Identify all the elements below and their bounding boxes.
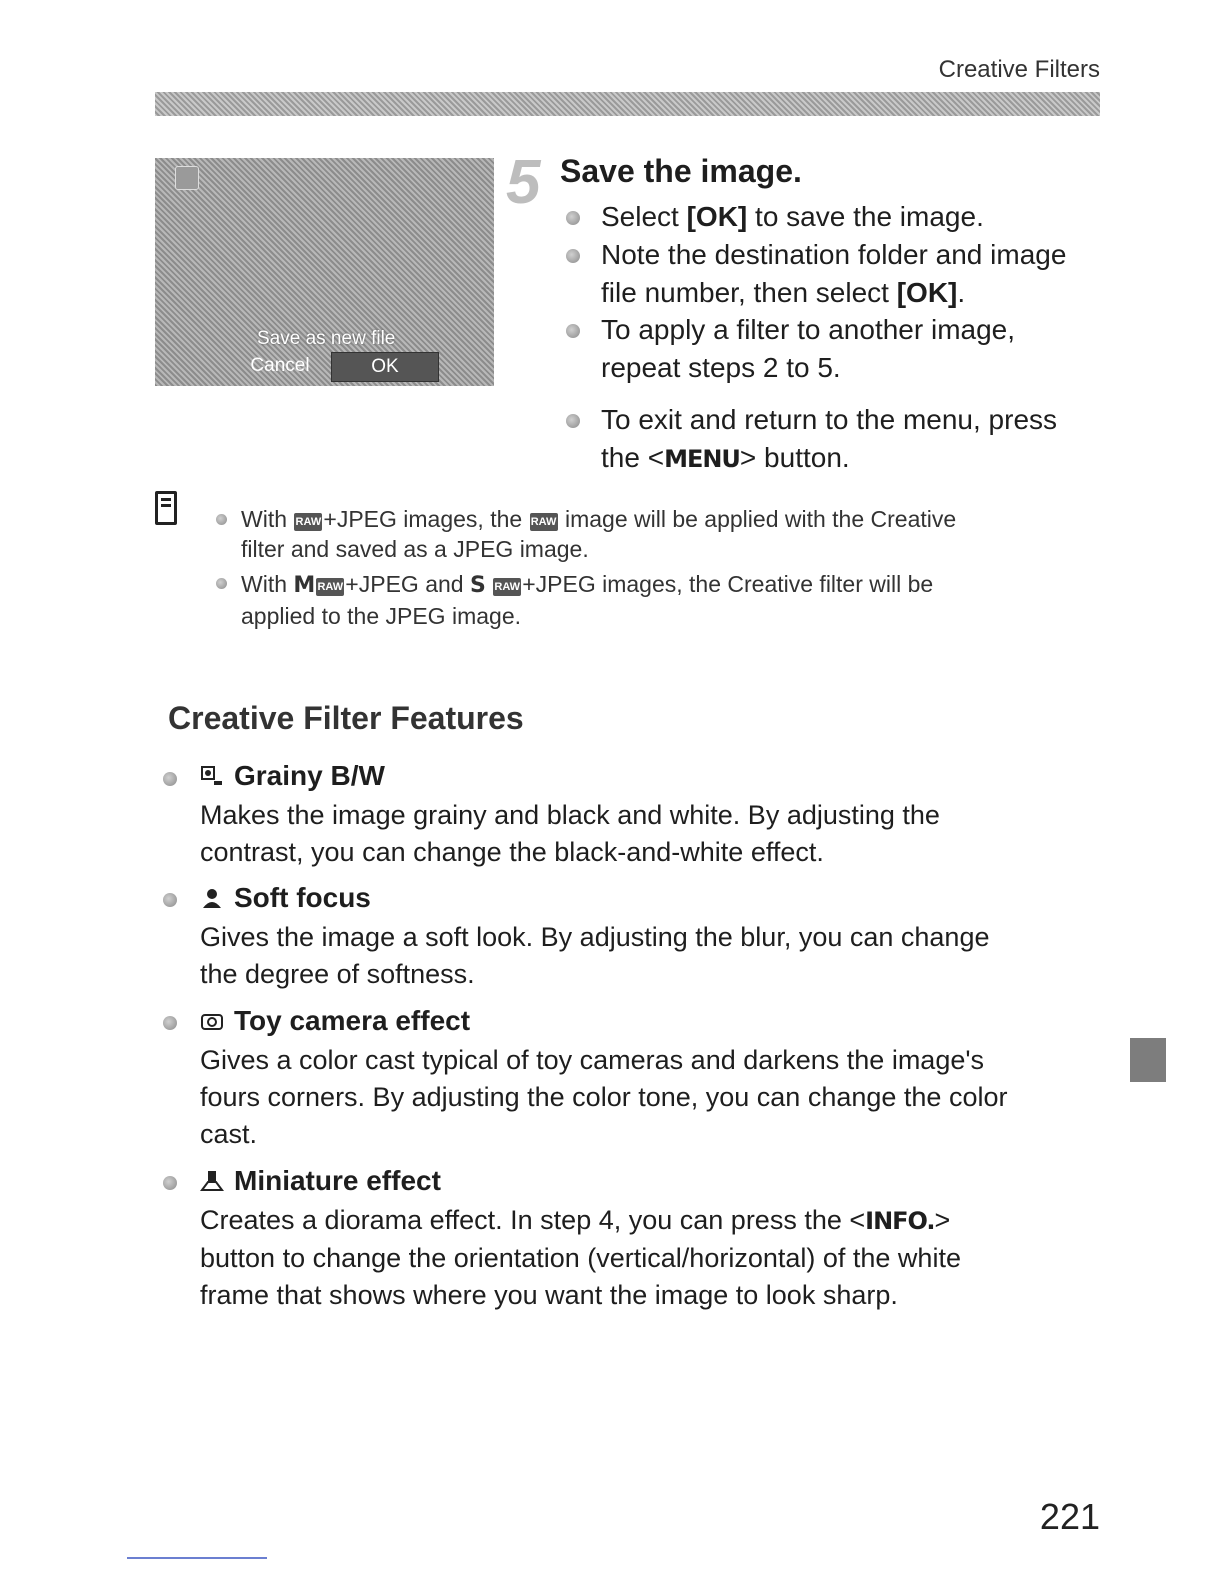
bullet-icon bbox=[163, 1016, 177, 1030]
cancel-button: Cancel bbox=[250, 355, 310, 376]
soft-focus-icon bbox=[200, 887, 224, 909]
footer-line bbox=[127, 1557, 267, 1559]
feature-title-toy-camera: Toy camera effect bbox=[200, 1005, 470, 1037]
note-item-2: With M RAW+JPEG and S RAW+JPEG images, the Creative filter will be applied to the JPEG image. bbox=[241, 571, 934, 629]
dialog-text: Save as new file bbox=[257, 328, 396, 349]
toy-camera-icon bbox=[200, 1010, 224, 1032]
feature-title-grainy: Grainy B/W bbox=[200, 760, 385, 792]
raw-icon: RAW bbox=[493, 578, 521, 596]
miniature-icon bbox=[200, 1170, 224, 1192]
page-number: 221 bbox=[1039, 1496, 1100, 1537]
raw-icon: RAW bbox=[294, 513, 322, 531]
bullet-icon bbox=[566, 211, 580, 225]
bullet-icon bbox=[163, 772, 177, 786]
raw-icon: RAW bbox=[530, 513, 558, 531]
bullet-icon bbox=[566, 249, 580, 263]
step-bullet-2: Note the destination folder and image file number, then select [OK]. bbox=[601, 239, 1067, 308]
header-bar bbox=[155, 92, 1100, 116]
feature-title-soft-focus: Soft focus bbox=[200, 882, 371, 914]
menu-button-label: MENU bbox=[664, 445, 740, 473]
m-size-icon: M bbox=[293, 573, 316, 598]
note-item-1: With RAW+JPEG images, the RAW image will be applied with the Creative filter and saved as a JPEG image. bbox=[241, 506, 957, 562]
bullet-icon bbox=[163, 1176, 177, 1190]
step-bullet-4: To exit and return to the menu, press the <MENU> button. bbox=[601, 404, 1058, 473]
bullet-icon bbox=[216, 514, 227, 525]
raw-icon: RAW bbox=[316, 578, 344, 596]
camera-screen-preview bbox=[155, 158, 494, 386]
chapter-tab-marker bbox=[1130, 1038, 1166, 1082]
grainy-bw-icon bbox=[200, 765, 224, 787]
feature-desc-grainy: Makes the image grainy and black and white. By adjusting the contrast, you can change the black-and-white effect. bbox=[200, 800, 940, 867]
s-size-icon: S bbox=[469, 573, 486, 598]
info-button-label: INFO. bbox=[865, 1207, 935, 1235]
step-bullet-1: Select [OK] to save the image. bbox=[601, 201, 984, 232]
bullet-icon bbox=[216, 578, 227, 589]
step-title: Save the image. bbox=[560, 153, 802, 189]
ok-button: OK bbox=[331, 352, 439, 382]
feature-title-miniature: Miniature effect bbox=[200, 1165, 441, 1197]
feature-desc-toy-camera: Gives a color cast typical of toy cameras and darkens the image's fours corners. By adjusting the color tone, you can change the color cast. bbox=[200, 1045, 1008, 1149]
playback-icon bbox=[175, 166, 199, 190]
bullet-icon bbox=[163, 893, 177, 907]
step-number: 5 bbox=[506, 148, 541, 217]
feature-desc-miniature: Creates a diorama effect. In step 4, you can press the <INFO.> button to change the orientation (vertical/horizontal) of the white frame that shows where you want the image to look sharp. bbox=[200, 1205, 961, 1310]
section-heading: Creative Filter Features bbox=[168, 700, 524, 736]
feature-desc-soft-focus: Gives the image a soft look. By adjusting the blur, you can change the degree of softness. bbox=[200, 922, 990, 989]
page-header-title: Creative Filters bbox=[938, 56, 1100, 83]
step-bullet-3: To apply a filter to another image, repeat steps 2 to 5. bbox=[601, 314, 1016, 383]
bullet-icon bbox=[566, 414, 580, 428]
bullet-icon bbox=[566, 324, 580, 338]
note-icon bbox=[155, 491, 177, 525]
